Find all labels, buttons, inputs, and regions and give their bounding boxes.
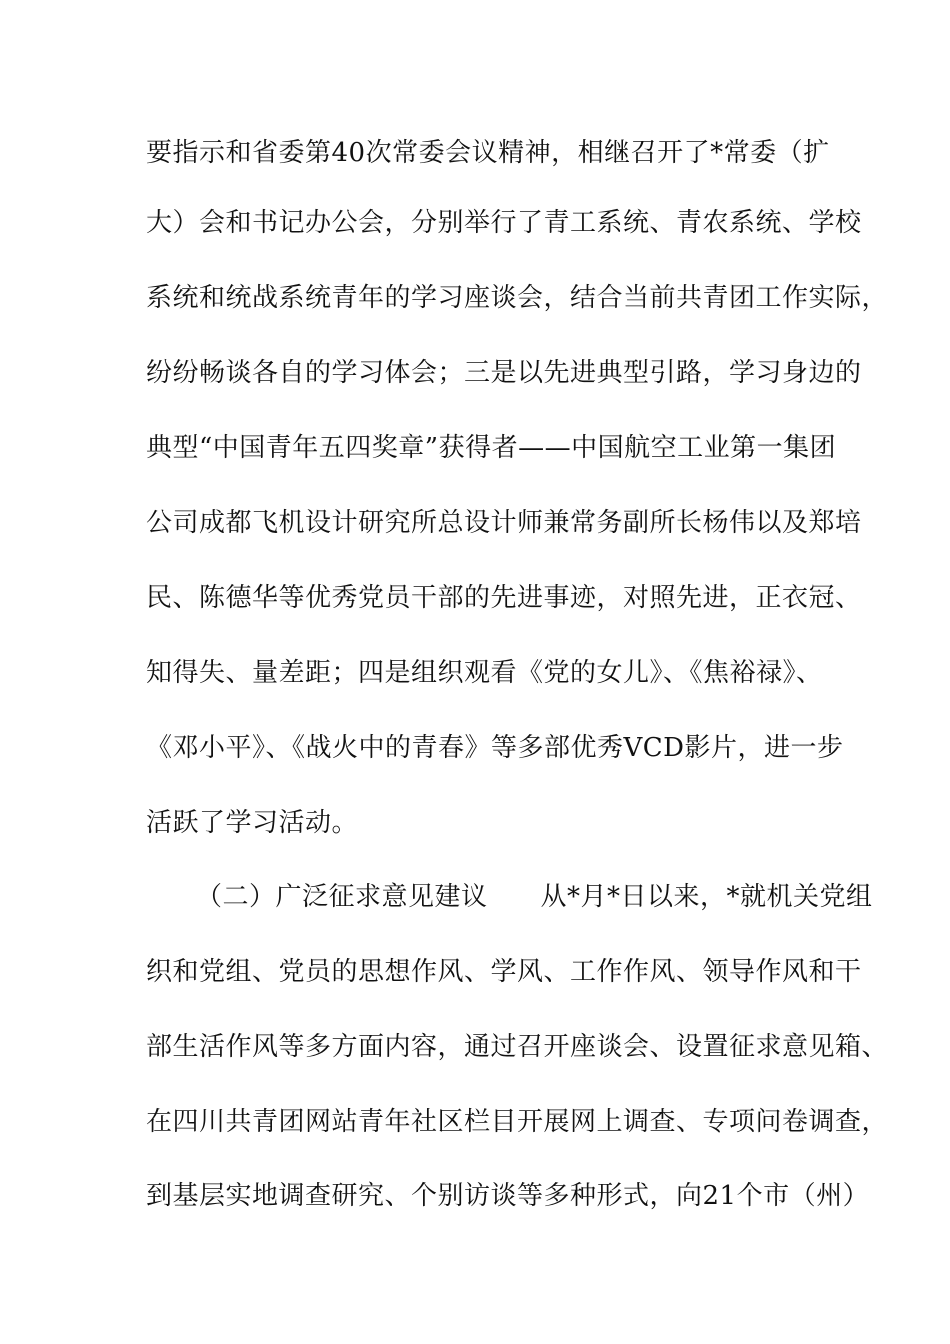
paragraph-line: 典型“中国青年五四奖章”获得者——中国航空工业第一集团 (146, 433, 837, 463)
paragraph-line: 公司成都飞机设计研究所总设计师兼常务副所长杨伟以及郑培 (146, 508, 862, 538)
paragraph-line: 要指示和省委第40次常委会议精神，相继召开了*常委（扩 (146, 138, 830, 168)
paragraph-line: 到基层实地调查研究、个别访谈等多种形式，向21个市（州） (146, 1181, 870, 1211)
paragraph-line: 织和党组、党员的思想作风、学风、工作作风、领导作风和干 (146, 957, 862, 987)
paragraph-line: 纷纷畅谈各自的学习体会；三是以先进典型引路，学习身边的 (146, 358, 862, 388)
paragraph-line: 大）会和书记办公会，分别举行了青工系统、青农系统、学校 (146, 208, 862, 238)
paragraph-line: 知得失、量差距；四是组织观看《党的女儿》、《焦裕禄》、 (146, 658, 823, 688)
paragraph-line: 系统和统战系统青年的学习座谈会，结合当前共青团工作实际， (146, 283, 889, 313)
paragraph-line: 活跃了学习活动。 (146, 808, 359, 838)
section-heading-line: （二）广泛征求意见建议 从*月*日以来，*就机关党组 (196, 882, 873, 912)
paragraph-line: 《邓小平》、《战火中的青春》等多部优秀VCD影片，进一步 (146, 733, 844, 763)
paragraph-line: 部生活作风等多方面内容，通过召开座谈会、设置征求意见箱、 (146, 1032, 889, 1062)
paragraph-line: 在四川共青团网站青年社区栏目开展网上调查、专项问卷调查， (146, 1107, 889, 1137)
paragraph-line: 民、陈德华等优秀党员干部的先进事迹，对照先进，正衣冠、 (146, 583, 862, 613)
